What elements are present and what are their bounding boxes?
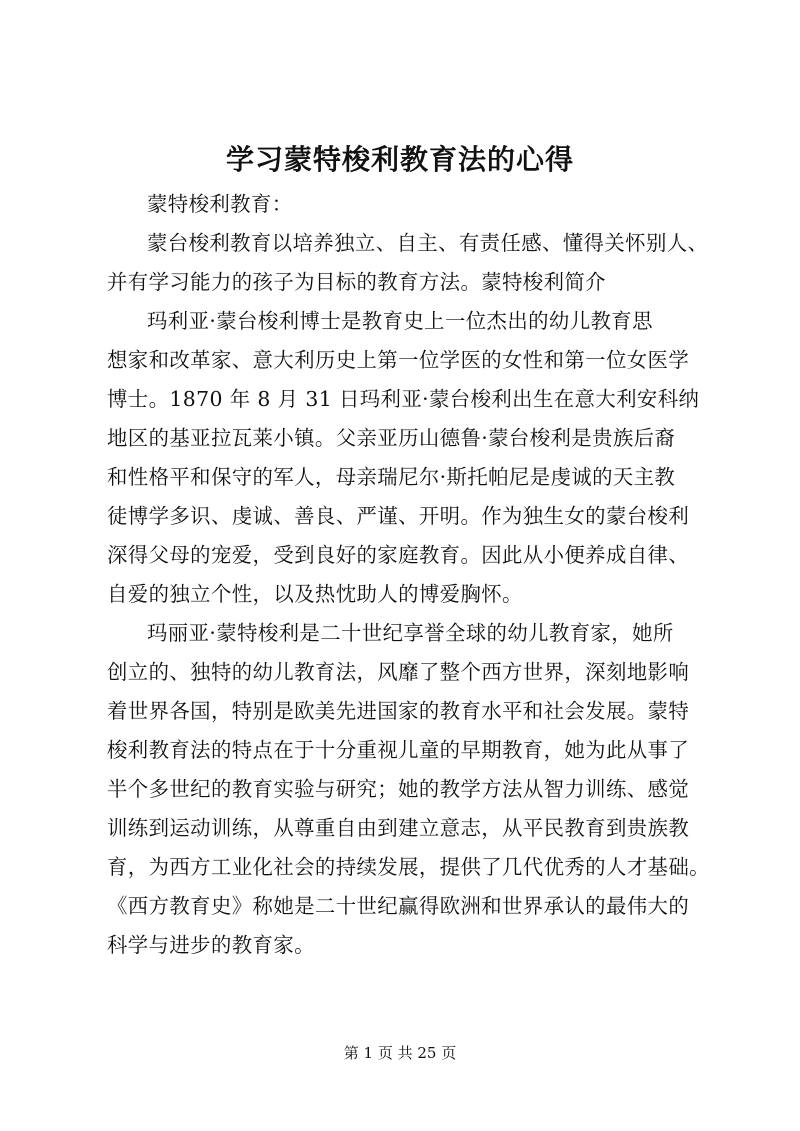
text-line: 和性格平和保守的军人，母亲瑞尼尔·斯托帕尼是虔诚的天主教 <box>107 465 676 489</box>
text-line: 《西方教育史》称她是二十世纪赢得欧洲和世界承认的最伟大的 <box>107 894 690 918</box>
text-line: 并有学习能力的孩子为目标的教育方法。蒙特梭利简介 <box>107 270 606 294</box>
text-line: 深得父母的宠爱，受到良好的家庭教育。因此从小便养成自律、 <box>107 543 690 567</box>
text-line: 博士。1870 年 8 月 31 日玛利亚·蒙台梭利出生在意大利安科纳 <box>107 387 700 411</box>
text-line: 自爱的独立个性，以及热忱助人的博爱胸怀。 <box>107 582 523 606</box>
text-line: 徒博学多识、虔诚、善良、严谨、开明。作为独生女的蒙台梭利 <box>107 504 690 528</box>
text-line: 玛丽亚·蒙特梭利是二十世纪享誉全球的幼儿教育家，她所 <box>147 621 674 645</box>
text-line: 梭利教育法的特点在于十分重视儿童的早期教育，她为此从事了 <box>107 738 690 762</box>
text-line: 蒙特梭利教育： <box>147 192 293 216</box>
text-line: 创立的、独特的幼儿教育法，风靡了整个西方世界，深刻地影响 <box>107 660 690 684</box>
text-line: 地区的基亚拉瓦莱小镇。父亲亚历山德鲁·蒙台梭利是贵族后裔 <box>107 426 676 450</box>
body-text <box>107 185 710 965</box>
text-line: 训练到运动训练，从尊重自由到建立意志，从平民教育到贵族教 <box>107 816 690 840</box>
text-line: 育，为西方工业化社会的持续发展，提供了几代优秀的人才基础。 <box>107 855 710 879</box>
text-line: 蒙台梭利教育以培养独立、自主、有责任感、懂得关怀别人、 <box>147 231 709 255</box>
text-line: 玛利亚·蒙台梭利博士是教育史上一位杰出的幼儿教育思 <box>147 309 653 333</box>
text-line: 想家和改革家、意大利历史上第一位学医的女性和第一位女医学 <box>107 348 690 372</box>
page-title: 学习蒙特梭利教育法的心得 <box>225 143 574 176</box>
page-footer: 第 1 页 共 25 页 <box>343 1044 457 1062</box>
text-line: 半个多世纪的教育实验与研究；她的教学方法从智力训练、感觉 <box>107 777 690 801</box>
text-line: 科学与进步的教育家。 <box>107 933 315 957</box>
text-line: 着世界各国，特别是欧美先进国家的教育水平和社会发展。蒙特 <box>107 699 690 723</box>
